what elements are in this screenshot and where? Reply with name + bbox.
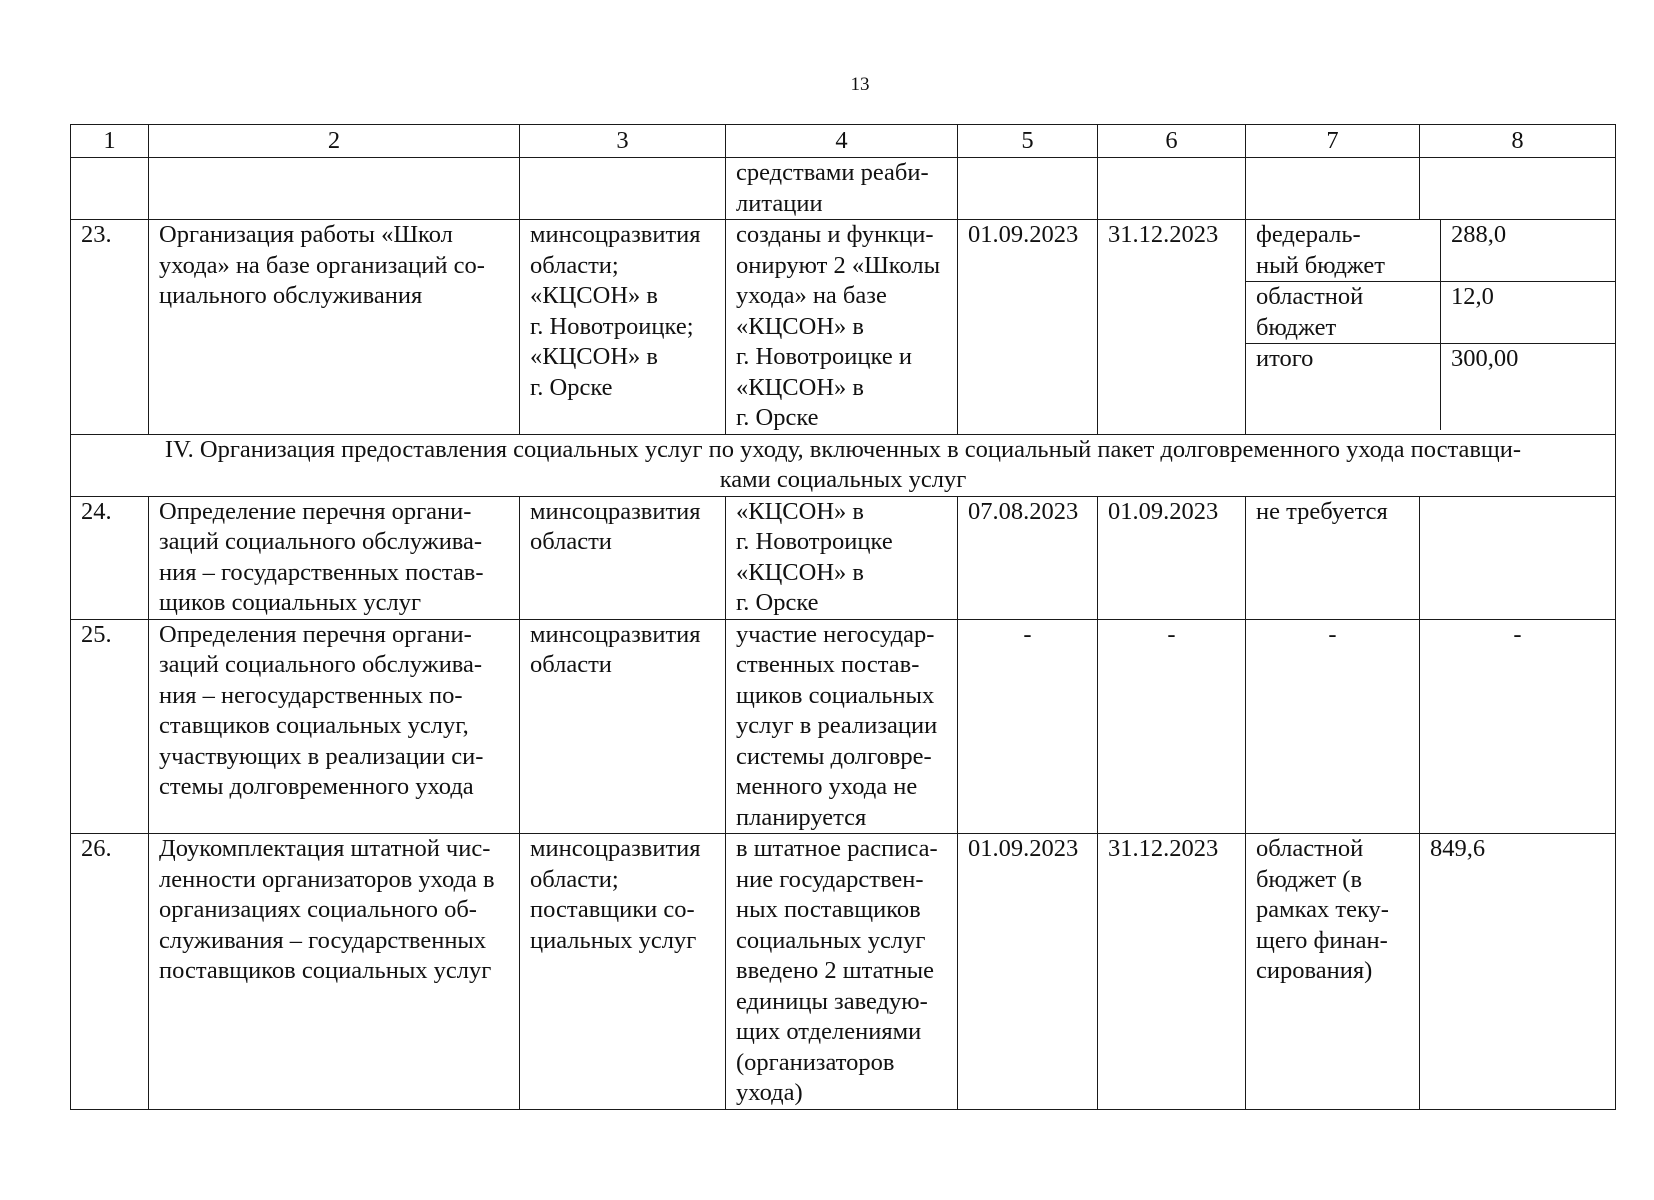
text-line: г. Орске bbox=[736, 589, 819, 616]
cell-start bbox=[958, 158, 1098, 220]
cell-result bbox=[726, 834, 958, 1110]
cell-amount: 849,6 bbox=[1420, 834, 1616, 1110]
text-line: менного ухода не bbox=[736, 773, 918, 800]
text-line: циального обслуживания bbox=[159, 282, 423, 309]
text-line: г. Новотроицке и bbox=[736, 343, 912, 370]
cell-measure bbox=[149, 496, 520, 619]
text-line: области; bbox=[530, 865, 619, 893]
cell-end-date: - bbox=[1098, 619, 1246, 834]
text-line: «КЦСОН» в bbox=[530, 343, 658, 370]
text-line: социальных услуг bbox=[736, 926, 926, 954]
text-line: ния – государственных постав- bbox=[159, 558, 484, 586]
text-line: участие негосудар- bbox=[736, 620, 935, 648]
cell-end-date: 31.12.2023 bbox=[1098, 220, 1246, 435]
text-line: щиков социальных bbox=[736, 681, 935, 709]
text-line: ленности организаторов ухода в bbox=[159, 865, 495, 893]
text-line: бюджет bbox=[1256, 313, 1337, 341]
text-line: заций социального обслужива- bbox=[159, 651, 483, 678]
text-line: г. Орске bbox=[736, 404, 819, 431]
cell-financing: не требуется bbox=[1246, 496, 1420, 619]
cell-financing-block bbox=[1246, 220, 1616, 435]
text-line: г. Орске bbox=[530, 373, 613, 401]
text-line: рамках теку- bbox=[1256, 896, 1389, 923]
cell-end bbox=[1098, 158, 1246, 220]
cell-executors bbox=[520, 619, 726, 834]
cell-amount bbox=[1420, 496, 1616, 619]
column-header: 6 bbox=[1098, 125, 1246, 158]
text-line: г. Новотроицке; bbox=[530, 312, 694, 340]
table-row-25 bbox=[71, 619, 1616, 834]
text-line: введено 2 штатные bbox=[736, 957, 935, 984]
text-line: федераль- bbox=[1256, 221, 1361, 248]
section-header-row bbox=[71, 434, 1616, 496]
column-header: 4 bbox=[726, 125, 958, 158]
text-line: Определение перечня органи- bbox=[159, 497, 472, 525]
cell-executors bbox=[520, 220, 726, 435]
cell-start-date: 07.08.2023 bbox=[958, 496, 1098, 619]
text-line: щих отделениями bbox=[736, 1018, 922, 1045]
text-line: Определения перечня органи- bbox=[159, 620, 472, 648]
text-line: областной bbox=[1256, 283, 1364, 310]
financing-row bbox=[1246, 282, 1615, 344]
text-line: (организаторов bbox=[736, 1048, 895, 1076]
plan-table bbox=[70, 124, 1616, 1110]
text-line: ставщиков социальных услуг, bbox=[159, 712, 469, 739]
text-line: циальных услуг bbox=[530, 926, 697, 954]
text-line: минсоцразвития bbox=[530, 835, 701, 862]
table-row-24 bbox=[71, 496, 1616, 619]
section-title-line: ками социальных услуг bbox=[719, 466, 967, 493]
text-line: средствами реаби- bbox=[736, 159, 929, 186]
financing-amount: 300,00 bbox=[1451, 345, 1519, 372]
text-line: служивания – государственных bbox=[159, 926, 487, 954]
text-line: щиков социальных услуг bbox=[159, 589, 422, 616]
cell-result bbox=[726, 158, 958, 220]
text-line: «КЦСОН» в bbox=[736, 558, 864, 586]
section-title-line bbox=[85, 435, 1601, 466]
cell-measure bbox=[149, 220, 520, 435]
text-line: итого bbox=[1256, 345, 1314, 372]
column-header: 8 bbox=[1420, 125, 1616, 158]
text-line: ных поставщиков bbox=[736, 896, 921, 923]
column-header: 3 bbox=[520, 125, 726, 158]
section-number: IV. bbox=[164, 435, 194, 463]
text-line: ственных постав- bbox=[736, 651, 920, 678]
text-line: бюджет (в bbox=[1256, 865, 1363, 893]
financing-row bbox=[1246, 220, 1615, 282]
cell-measure bbox=[149, 158, 520, 220]
text-line: участвующих в реализации си- bbox=[159, 742, 484, 770]
cell-result bbox=[726, 619, 958, 834]
cell-measure bbox=[149, 619, 520, 834]
text-line: литации bbox=[736, 189, 823, 217]
financing-source bbox=[1246, 344, 1441, 430]
row-number: 24. bbox=[71, 496, 149, 619]
text-line: услуг в реализации bbox=[736, 712, 938, 739]
text-line: планируется bbox=[736, 803, 867, 831]
financing-row bbox=[1246, 344, 1615, 430]
text-line: ухода» на базе bbox=[736, 282, 887, 309]
text-line: минсоцразвития bbox=[530, 221, 701, 248]
cell-end-date: 01.09.2023 bbox=[1098, 496, 1246, 619]
text-line: ный бюджет bbox=[1256, 251, 1385, 279]
financing-source bbox=[1246, 282, 1441, 343]
row-number: 23. bbox=[71, 220, 149, 435]
cell-executors bbox=[520, 834, 726, 1110]
text-line: сирования) bbox=[1256, 957, 1373, 984]
text-line: в штатное расписа- bbox=[736, 835, 938, 862]
cell-end-date: 31.12.2023 bbox=[1098, 834, 1246, 1110]
table-row-23 bbox=[71, 220, 1616, 435]
text-line: ухода» на базе организаций со- bbox=[159, 251, 485, 279]
cell-financing bbox=[1246, 158, 1420, 220]
cell-executors bbox=[520, 496, 726, 619]
cell-result bbox=[726, 496, 958, 619]
table-row-26 bbox=[71, 834, 1616, 1110]
cell-financing bbox=[1246, 834, 1420, 1110]
text-line: г. Новотроицке bbox=[736, 528, 893, 555]
text-line: «КЦСОН» в bbox=[530, 282, 658, 309]
cell-result bbox=[726, 220, 958, 435]
text-line: поставщики со- bbox=[530, 896, 695, 923]
financing-grid bbox=[1246, 220, 1615, 430]
cell-amount: - bbox=[1420, 619, 1616, 834]
cell-amount bbox=[1420, 158, 1616, 220]
row-number: 25. bbox=[71, 619, 149, 834]
cell-financing: - bbox=[1246, 619, 1420, 834]
cell-num bbox=[71, 158, 149, 220]
cell-measure bbox=[149, 834, 520, 1110]
text-line: Организация работы «Школ bbox=[159, 221, 453, 248]
section-title bbox=[71, 434, 1616, 496]
column-header-row bbox=[71, 125, 1616, 158]
text-line: стемы долговременного ухода bbox=[159, 773, 474, 800]
column-header: 5 bbox=[958, 125, 1098, 158]
text-line: «КЦСОН» в bbox=[736, 497, 864, 525]
text-line: «КЦСОН» в bbox=[736, 312, 864, 340]
cell-start-date: 01.09.2023 bbox=[958, 834, 1098, 1110]
financing-amount: 288,0 bbox=[1451, 221, 1507, 248]
row-number: 26. bbox=[71, 834, 149, 1110]
continuation-row bbox=[71, 158, 1616, 220]
column-header: 2 bbox=[149, 125, 520, 158]
text-line: поставщиков социальных услуг bbox=[159, 957, 492, 984]
text-line: ния – негосударственных по- bbox=[159, 681, 463, 709]
text-line: щего финан- bbox=[1256, 926, 1388, 954]
text-line: областной bbox=[1256, 835, 1364, 862]
text-line: «КЦСОН» в bbox=[736, 373, 864, 401]
text-line: минсоцразвития bbox=[530, 620, 701, 648]
text-line: области; bbox=[530, 251, 619, 279]
text-line: организациях социального об- bbox=[159, 896, 477, 923]
text-line: заций социального обслужива- bbox=[159, 528, 483, 555]
cell-start-date: 01.09.2023 bbox=[958, 220, 1098, 435]
text-line: Доукомплектация штатной чис- bbox=[159, 835, 491, 862]
column-header: 1 bbox=[71, 125, 149, 158]
text-line: онируют 2 «Школы bbox=[736, 251, 941, 279]
text-line: созданы и функци- bbox=[736, 221, 934, 248]
section-title-text: Организация предоставления социальных услуг по уходу, включенных в социальный пакет долговременного ухода поставщи- bbox=[199, 435, 1522, 463]
text-line: области bbox=[530, 528, 612, 555]
page-number: 13 bbox=[850, 74, 870, 95]
cell-executors bbox=[520, 158, 726, 220]
column-header: 7 bbox=[1246, 125, 1420, 158]
text-line: ние государствен- bbox=[736, 865, 924, 893]
text-line: единицы заведую- bbox=[736, 987, 928, 1015]
text-line: области bbox=[530, 651, 612, 678]
text-line: ухода) bbox=[736, 1079, 803, 1106]
financing-amount: 12,0 bbox=[1451, 283, 1494, 310]
text-line: системы долговре- bbox=[736, 742, 932, 770]
financing-source bbox=[1246, 220, 1441, 281]
cell-start-date: - bbox=[958, 619, 1098, 834]
text-line: минсоцразвития bbox=[530, 497, 701, 525]
